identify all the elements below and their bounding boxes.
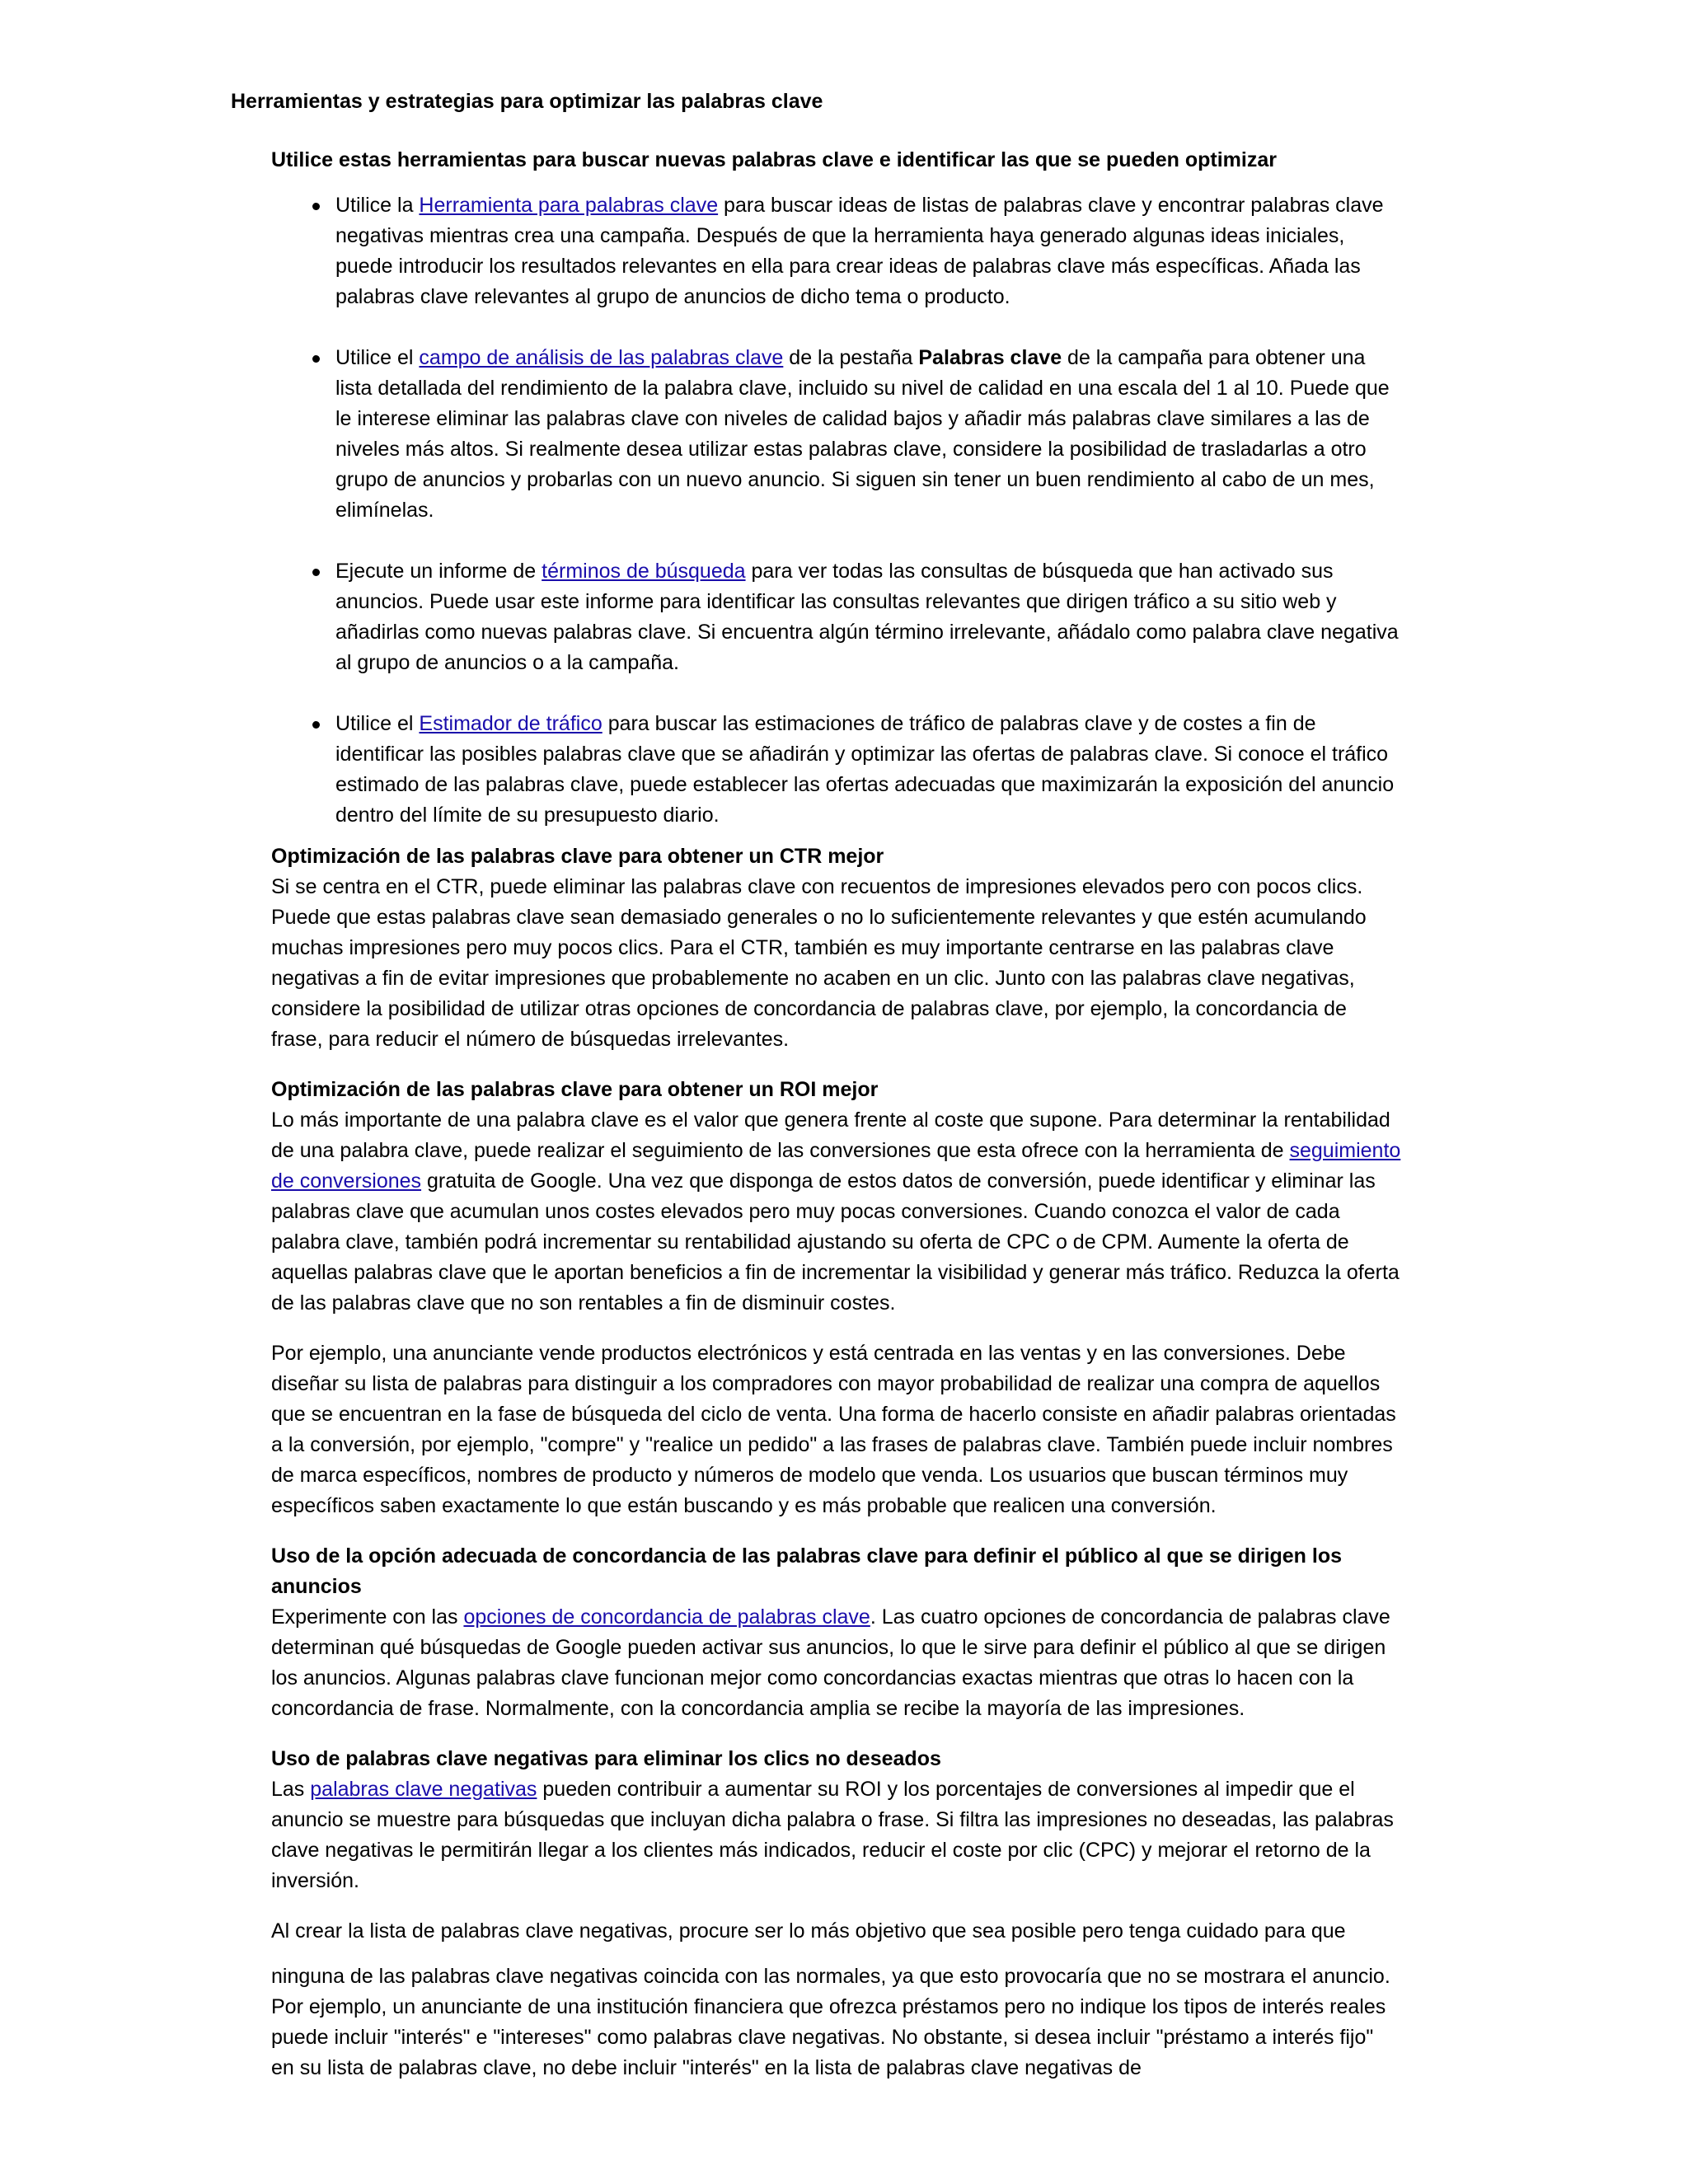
traffic-estimator-link[interactable]: Estimador de tráfico: [419, 712, 603, 735]
match-section: [271, 1541, 1402, 1724]
ctr-text: Si se centra en el CTR, puede eliminar las palabras clave con recuentos de impresiones elevados pero con pocos clics. Puede que estas palabras clave sean demasiado generales o no lo suficientemente relevantes y que estén acumulando muchas impresiones pero muy pocos clics. Para el CTR, también es muy importante centrarse en las palabras clave negativas a fin de evitar impresiones que probablemente no acaben en un clic. Junto con las palabras clave negativas, considere la posibilidad de utilizar otras opciones de concordancia de palabras clave, por ejemplo, la concordancia de frase, para reducir el número de búsquedas irrelevantes.: [271, 875, 1367, 1051]
document-body: [271, 145, 1402, 2083]
bullet-icon: [312, 569, 320, 576]
list-item: Utilice la Herramienta para palabras clave para buscar ideas de listas de palabras clave y encontrar palabras clave negativas mientras crea una campaña. Después de que la herramienta haya generado algunas ideas iniciales, puede introducir los resultados relevantes en ella para crear ideas de palabras clave más específicas. Añada las palabras clave relevantes al grupo de anuncios de dicho tema o producto.: [335, 190, 1402, 312]
bullet-icon: [312, 203, 320, 210]
roi-section: [271, 1075, 1402, 1319]
list-item: Utilice el Estimador de tráfico para buscar las estimaciones de tráfico de palabras clave y de costes a fin de identificar las posibles palabras clave que se añadirán y optimizar las ofertas de palabras clave. Si conoce el tráfico estimado de las palabras clave, puede establecer las ofertas adecuadas que maximizarán la exposición del anuncio dentro del límite de su presupuesto diario.: [335, 709, 1402, 831]
match-text: Experimente con las opciones de concordancia de palabras clave. Las cuatro opciones de concordancia de palabras clave determinan qué búsquedas de Google pueden activar sus anuncios, lo que le sirve para definir el público al que se dirigen los anuncios. Algunas palabras clave funcionan mejor como concordancias exactas mientras que otras lo hacen con la concordancia de frase. Normalmente, con la concordancia amplia se recibe la mayoría de las impresiones.: [271, 1605, 1390, 1720]
keyword-tool-link[interactable]: Herramienta para palabras clave: [419, 194, 719, 217]
negative-heading: Uso de palabras clave negativas para eliminar los clics no deseados: [271, 1747, 941, 1770]
list-item: Utilice el campo de análisis de las palabras clave de la pestaña Palabras clave de la campaña para obtener una lista detallada del rendimiento de la palabra clave, incluido su nivel de calidad en una escala del 1 al 10. Puede que le interese eliminar las palabras clave con niveles de calidad bajos y añadir más palabras clave similares a las de niveles más altos. Si realmente desea utilizar estas palabras clave, considere la posibilidad de trasladarlas a otro grupo de anuncios y probarlas con un nuevo anuncio. Si siguen sin tener un buen rendimiento al cabo de un mes, elimínelas.: [335, 343, 1402, 526]
roi-text: Lo más importante de una palabra clave es el valor que genera frente al coste que supone. Para determinar la rentabilidad de una palabra clave, puede realizar el seguimiento de las conversiones que esta ofrece con la herramienta de seguimiento de conversiones gratuita de Google. Una vez que disponga de estos datos de conversión, puede identificar y eliminar las palabras clave que acumulan unos costes elevados pero muy pocas conversiones. Cuando conozca el valor de cada palabra clave, también podrá incrementar su rentabilidad ajustando su oferta de CPC o de CPM. Aumente la oferta de aquellas palabras clave que le aportan beneficios a fin de incrementar la visibilidad y generar más tráfico. Reduzca la oferta de las palabras clave que no son rentables a fin de disminuir costes.: [271, 1108, 1401, 1315]
negative-text-2: Al crear la lista de palabras clave negativas, procure ser lo más objetivo que sea posible pero tenga cuidado para que: [271, 1919, 1346, 1943]
negative-section: [271, 1744, 1402, 1896]
ctr-heading: Optimización de las palabras clave para obtener un CTR mejor: [271, 845, 884, 868]
match-heading: Uso de la opción adecuada de concordancia de las palabras clave para definir el público al que se dirigen los anuncios: [271, 1544, 1343, 1598]
conversion-tracking-link[interactable]: seguimiento de conversiones: [271, 1139, 1401, 1193]
search-terms-link[interactable]: términos de búsqueda: [542, 560, 746, 583]
tools-heading: Utilice estas herramientas para buscar nuevas palabras clave e identificar las que se pueden optimizar: [271, 148, 1277, 171]
keyword-analysis-link[interactable]: campo de análisis de las palabras clave: [419, 346, 784, 369]
bullet-icon: [312, 721, 320, 729]
negative-text: Las palabras clave negativas pueden contribuir a aumentar su ROI y los porcentajes de conversiones al impedir que el anuncio se muestre para búsquedas que incluyan dicha palabra o frase. Si filtra las impresiones no deseadas, las palabras clave negativas le permitirán llegar a los clientes más indicados, reducir el coste por clic (CPC) y mejorar el retorno de la inversión.: [271, 1778, 1394, 1892]
page-title: Herramientas y estrategias para optimizar las palabras clave: [231, 90, 823, 113]
ctr-section: [271, 841, 1402, 1055]
roi-heading: Optimización de las palabras clave para obtener un ROI mejor: [271, 1078, 879, 1101]
keywords-tab-name: Palabras clave: [918, 346, 1062, 369]
tools-list: [271, 190, 1402, 831]
roi-example-text: Por ejemplo, una anunciante vende productos electrónicos y está centrada en las ventas y en las conversiones. Debe diseñar su lista de palabras para distinguir a los compradores con mayor probabilidad de realizar una compra de aquellos que se encuentran en la fase de búsqueda del ciclo de venta. Una forma de hacerlo consiste en añadir palabras orientadas a la conversión, por ejemplo, "compre" y "realice un pedido" a las frases de palabras clave. También puede incluir nombres de marca específicos, nombres de producto y números de modelo que venda. Los usuarios que buscan términos muy específicos saben exactamente lo que están buscando y es más probable que realicen una conversión.: [271, 1342, 1396, 1517]
match-options-link[interactable]: opciones de concordancia de palabras clave: [463, 1605, 870, 1629]
bullet-icon: [312, 355, 320, 363]
list-item: Ejecute un informe de términos de búsqueda para ver todas las consultas de búsqueda que han activado sus anuncios. Puede usar este informe para identificar las consultas relevantes que dirigen tráfico a su sitio web y añadirlas como nuevas palabras clave. Si encuentra algún término irrelevante, añádalo como palabra clave negativa al grupo de anuncios o a la campaña.: [335, 556, 1402, 678]
negative-keywords-link[interactable]: palabras clave negativas: [310, 1778, 537, 1801]
negative-text-3: ninguna de las palabras clave negativas coincida con las normales, ya que esto provocaría que no se mostrara el anuncio. Por ejemplo, un anunciante de una institución financiera que ofrezca préstamos pero no indique los tipos de interés reales puede incluir "interés" e "intereses" como palabras clave negativas. No obstante, si desea incluir "préstamo a interés fijo" en su lista de palabras clave, no debe incluir "interés" en la lista de palabras clave negativas de: [271, 1965, 1390, 2079]
